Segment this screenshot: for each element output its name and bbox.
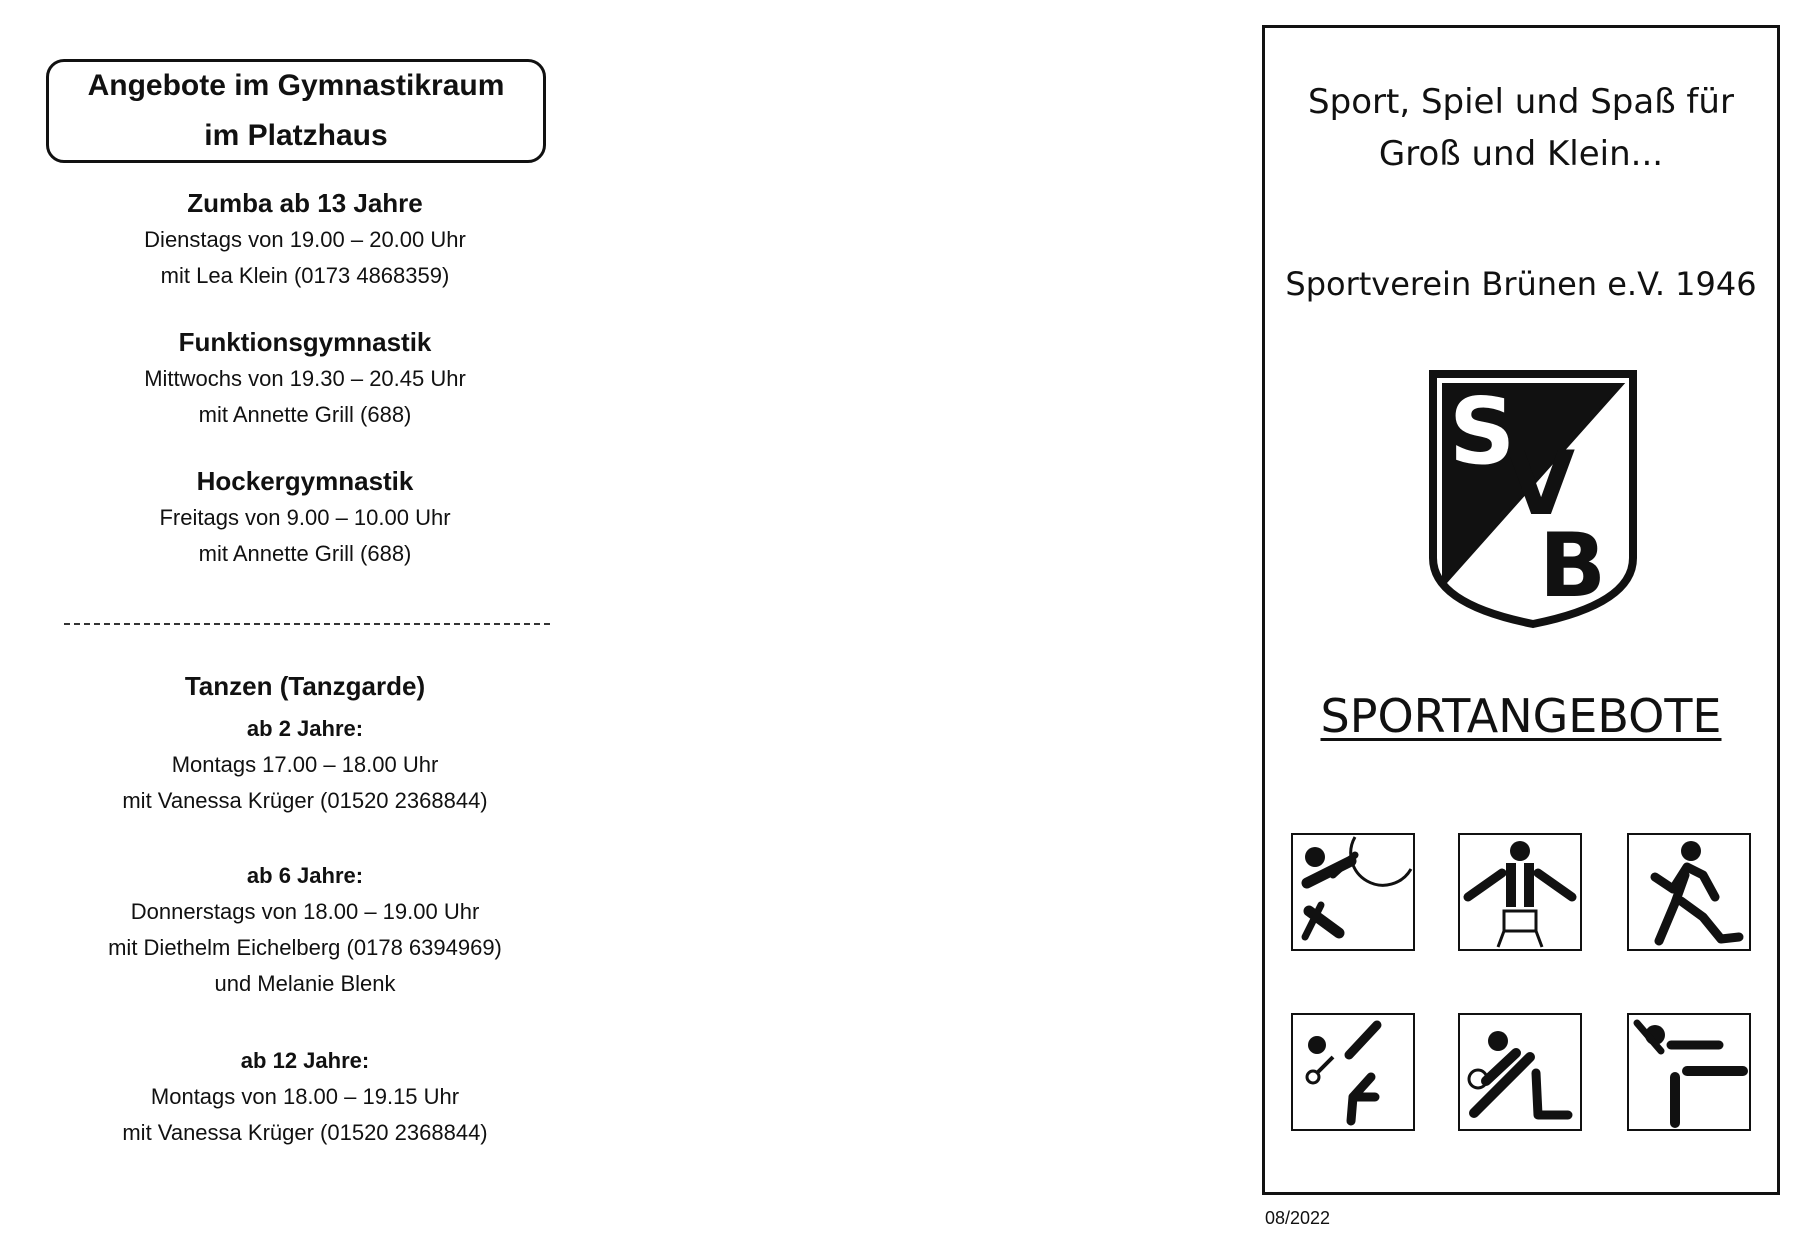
table-tennis-icon [1291,1013,1415,1131]
header-line-2: im Platzhaus [204,119,388,152]
offer-title: Hockergymnastik [196,466,414,496]
gym-room-header-box [46,59,546,163]
dashed-divider [64,623,550,625]
offer-schedule: Dienstags von 19.00 – 20.00 Uhr [144,227,466,252]
bowling-icon [1458,1013,1582,1131]
cover-panel [1262,25,1780,1195]
sport-pictogram-grid [1291,833,1761,1141]
running-icon [1627,833,1751,951]
offer-title: Tanzen (Tanzgarde) [184,671,426,701]
offer-contact: mit Annette Grill (688) [198,541,412,566]
volleyball-icon [1291,833,1415,951]
crest-letter-v: V [1507,432,1576,535]
offer-tanzen [40,667,570,705]
offer-schedule: Freitags von 9.00 – 10.00 Uhr [159,505,451,530]
dance-group-contact: mit Vanessa Krüger (01520 2368844) [122,1120,488,1145]
dance-group-contact: mit Diethelm Eichelberg (0178 6394969) [108,935,502,960]
dance-group-schedule: Donnerstags von 18.00 – 19.00 Uhr [130,899,480,924]
dance-group-age: ab 6 Jahre: [246,863,364,888]
tagline-line-2: Groß und Klein... [1378,134,1664,174]
dance-group-schedule: Montags 17.00 – 18.00 Uhr [171,752,439,777]
offer-schedule: Mittwochs von 19.30 – 20.45 Uhr [144,366,466,391]
offer-title: Zumba ab 13 Jahre [187,188,423,218]
dance-group-contact-2: und Melanie Blenk [214,971,396,996]
header-line-1: Angebote im Gymnastikraum [87,69,505,102]
karate-icon [1627,1013,1751,1131]
offer-contact: mit Lea Klein (0173 4868359) [160,263,450,288]
tagline-line-1: Sport, Spiel und Spaß für [1308,82,1734,122]
crest-letter-b: B [1539,514,1607,617]
dance-group-age: ab 12 Jahre: [240,1048,370,1073]
dance-group-age: ab 2 Jahre: [246,716,364,741]
dance-group-12 [40,1043,570,1151]
offer-title: Funktionsgymnastik [178,327,432,357]
dance-group-contact: mit Vanessa Krüger (01520 2368844) [122,788,488,813]
offer-hockergymnastik [40,462,570,572]
tagline [1265,76,1777,180]
dance-group-schedule: Montags von 18.00 – 19.15 Uhr [150,1084,460,1109]
sport-offers-heading: SPORTANGEBOTE [1320,689,1722,743]
dance-group-6 [40,858,570,1002]
crest-letter-s: S [1449,378,1516,485]
offer-contact: mit Annette Grill (688) [198,402,412,427]
date-footer: 08/2022 [1265,1208,1331,1228]
crest-letters [1427,368,1639,630]
offer-funktionsgymnastik [40,323,570,433]
gymnastics-icon [1458,833,1582,951]
dance-group-2 [40,711,570,819]
offer-zumba [40,184,570,294]
club-name: Sportverein Brünen e.V. 1946 [1285,265,1757,303]
